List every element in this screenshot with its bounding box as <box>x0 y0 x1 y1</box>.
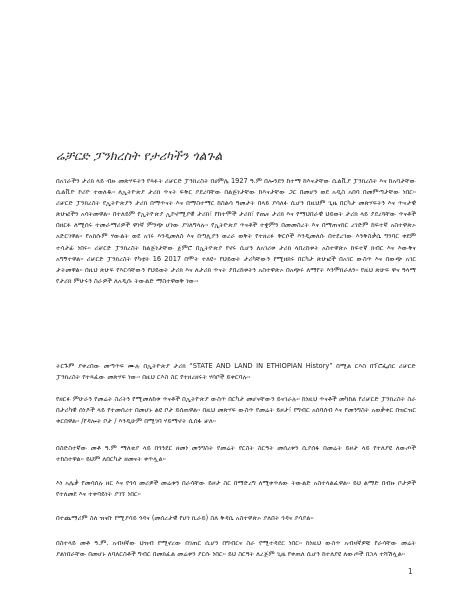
paragraph-1: በአገራችን ታሪክ ላይ ብዙ መጽሃፍትን የጻፉት ሪቻርድ ፓንክረስት በሀምሌ 1927 ዓ.ም በሎንደን ከተማ ከእናታቸው ሲልቪያ ፓንክረስት እና ከአባታቸው ሲልቪዮ ኮሪዮ ተወለዱ። ለኢትዮጵያ ታሪክ ጥናት ፍቅር ያደረባቸው በልጅነታቸው ከእናታቸው ጋር በመሆን ወደ አዲስ አበባ በመምጣታቸው ነበር። ሪቻርድ ፓንክረስት የኢትዮጵያን ታሪክ በማጥናት እና በማስተማር ከስልሳ ዓመታት በላይ ያሳለፉ ሲሆን በዚህም ጊዜ በርካታ መጽሃፍትን እና ጥናታዊ ጽሁፎችን አሳትመዋል። በተለይም የኢትዮጵያ ኢኮኖሚያዊ ታሪክ፣ የከተሞች ታሪክ፣ የጤና ታሪክ እና የማህበራዊ ህይወት ታሪክ ላይ ያደረጓቸው ጥናቶች በዘርፉ ለሚሰሩ ተመራማሪዎች ዋነኛ ምንጭ ሆነው ያገለግላሉ። የኢትዮጵያ ጥናቶች ተቋምን በመመስረት እና በማጠናከር ረገድም ከፍተኛ አስተዋጽኦ አድርገዋል። የአክሱም ሃውልት ወደ አገሩ እንዲመለስ እና በጣሊያን ወረራ ወቅት የተዘረፉ ቅርሶች እንዲመለሱ በተደረገው እንቅስቃሴ ግንባር ቀደም ተሳታፊ ነበሩ። ሪቻርድ ፓንክረስት ከልጅነታቸው ጀምሮ በኢትዮጵያ የኖሩ ሲሆን ለአገሪቱ ታሪክ ላበረከቱት አስተዋጽኦ ከፍተኛ ክብር እና እውቅና አግኝተዋል። ሪቻርድ ፓንክረስት የካቲት 16 2017 በሞት ተለዩ። የህይወት ታሪካቸውን የሚዘክሩ በርካታ ጽሁፎች በአገር ውስጥ እና በውጭ አገር ታትመዋል። በዚህ ጽሁፍ የእርሳቸውን የህይወት ታሪክ እና ለታሪክ ጥናት ያበረከቱትን አስተዋጽኦ በአጭሩ ለማየት እንሞክራለን። የዚህ ጽሁፍ ዋና ዓላማ የታሪክ ምሁሩን ስራዎች ለአዲሱ ትውልድ ማስተዋወቅ ነው። <box>56 177 416 285</box>
paragraph-4: በስድስተኛው መቶ ዓ.ም ማለቂያ ላይ በጎንደር ዘመነ መንግስት የመሬት የርስት ስርዓት መሰረቱን ሲያሰፋ በመሬት ይዞታ ላይ የተለያዩ ለውጦች ተከስተዋል። ይህም ለበርካታ ዘመናት ቀጥሏል። <box>56 444 416 464</box>
document-title: ሬቻርድ ፓንክረስት የታሪካችን ጎልጉል <box>56 148 223 163</box>
paragraph-6: በተጨማሪም ስለ ዝናቡ የሚያሳይ ጎዳና (መሰረታዊ የሆነ ኪራይ) ስለ ቅዳሴ አስተዋጽኦ ያለበት ጎዳና ያሳያል። <box>56 514 314 522</box>
page-number: 1 <box>408 567 413 576</box>
paragraph-5: እነ አሌቃ የመሳሰሉ ዘር እና የጎሳ መሪዎች መሬቱን በራሳቸው ይዞታ ስር በማድረግ ለሚቀጥለው ትውልድ አስተላልፈዋል። ይህ ልማድ በብዙ ቦታዎች የተለመደ እና ተቀባይነት ያገኘ ነበር። <box>56 479 416 499</box>
paragraph-3: የዘርፉ ምሁራን የመሬት ስሪትን የሚመለከቱ ጥናቶች በኢትዮጵያ ውስጥ በርካታ መሆናቸውን ይናገራሉ። ከነዚህ ጥናቶች መካከል የሪቻርድ ፓንክረስት ስራ በታሪካዊ ሰነዶች ላይ የተመሰረተ በመሆኑ ልዩ ቦታ ይሰጠዋል። በዚህ መጽሃፍ ውስጥ የመሬት ይዞታ፣ የግብር አሰባሰብ እና የመንግስት አወቃቀር በዝርዝር ቀርበዋል። /የዳሎት ቦታ / እንዲሁም በሚገባ ሃይማኖት ሲሰፋ ቻለ። <box>56 395 416 426</box>
paragraph-2: ትርጉም ያቀረበው መጣጥፍ ሙሉ በኢትዮጵያ ታሪክ “STATE AND LAND IN ETHIOPIAN History” በሚል ርእስ በፕሮፌሰር ሪቻርድ ፓንክረስት የተጻፈው መጽሃፍ ነው። በዚህ ርእስ ስር የተዘረዘሩት ሃሳቦች ይቀርባሉ። <box>56 362 416 382</box>
paragraph-7: በስተላይ መቶ ዓ.ም. አብዛኛው ህዝብ የሚኖረው በገጠር ሲሆን በግብርና ስራ የሚተዳደር ነበር። ከነዚህ ውስጥ አብዛኛዎቹ የራሳቸው መሬት ያልነበራቸው በመሆኑ ለባለርስቶች ግብር በመክፈል መሬቱን ያርሱ ነበር። ይህ ስርዓት ለረጅም ጊዜ የቀጠለ ሲሆን ከተለያዩ ለውጦች በኋላ ተሻሽሏል። <box>56 539 416 559</box>
